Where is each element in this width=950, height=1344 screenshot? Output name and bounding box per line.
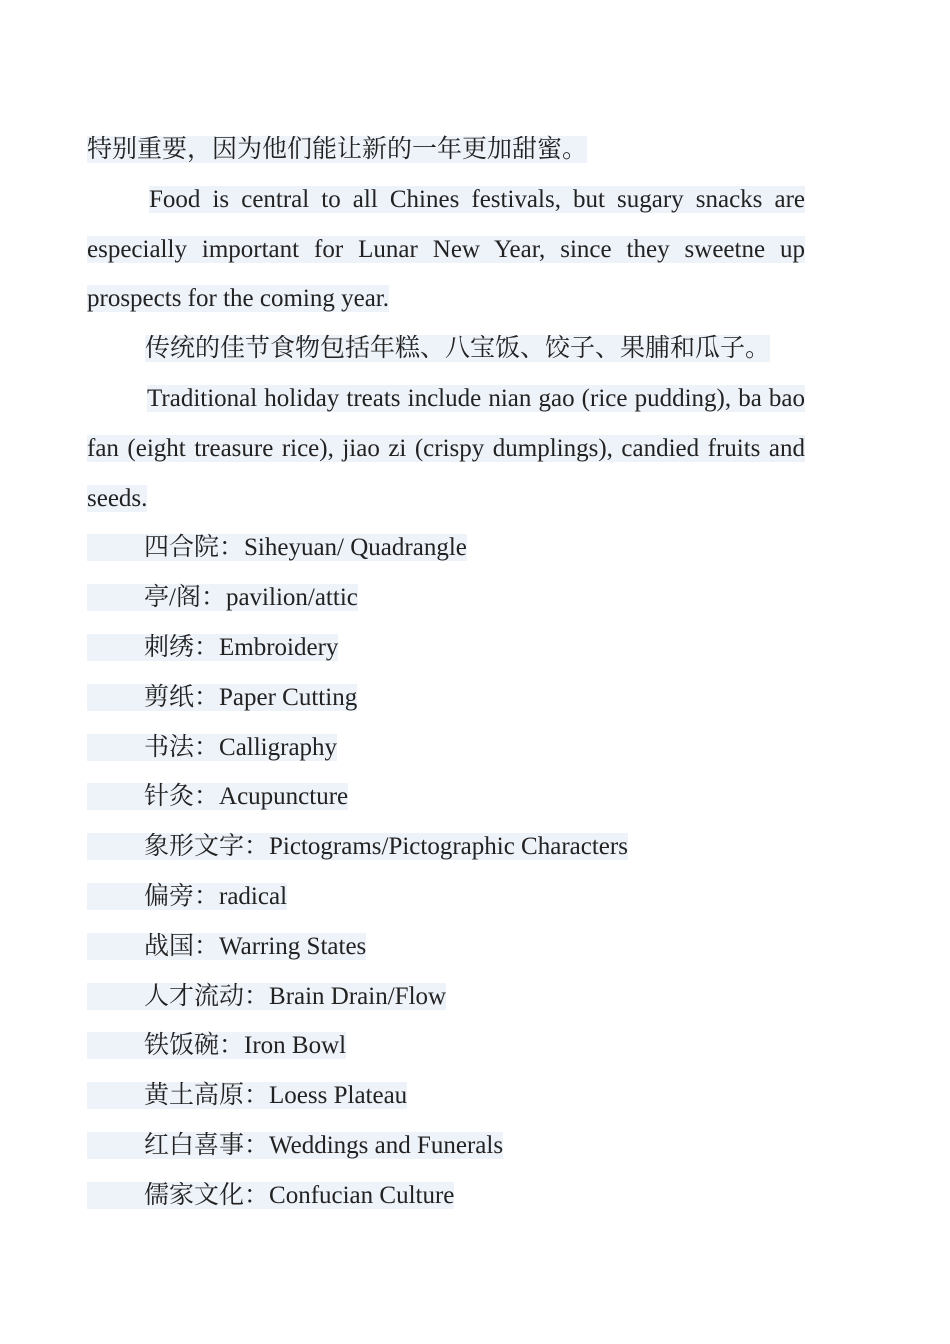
vocab-item	[87, 723, 805, 773]
vocab-item	[87, 573, 805, 623]
vocab-zh: 偏旁：	[144, 882, 220, 910]
vocab-en: Warring States	[219, 932, 367, 960]
vocab-zh: 针灸：	[144, 783, 220, 811]
vocab-en: Embroidery	[219, 633, 339, 661]
vocab-en: Calligraphy	[219, 733, 338, 761]
paragraph-text: 传统的佳节食物包括年糕、八宝饭、饺子、果脯和瓜子。	[145, 335, 771, 363]
vocab-zh: 战国：	[144, 932, 220, 960]
vocab-zh: 人才流动：	[144, 982, 270, 1010]
vocab-item	[87, 872, 805, 922]
vocab-en: Iron Bowl	[244, 1032, 347, 1060]
vocab-zh: 亭/阁：	[144, 584, 226, 612]
vocab-item	[87, 623, 805, 673]
paragraph-zh-continuation	[87, 125, 805, 175]
vocab-item	[87, 1021, 805, 1071]
vocab-en: Pictograms/Pictographic Characters	[269, 833, 628, 861]
vocab-en: radical	[219, 882, 288, 910]
vocab-zh: 剪纸：	[144, 683, 220, 711]
vocab-item	[87, 922, 805, 972]
vocab-zh: 铁饭碗：	[144, 1032, 245, 1060]
vocab-zh: 黄土高原：	[144, 1082, 270, 1110]
vocab-item	[87, 523, 805, 573]
vocab-en: Paper Cutting	[219, 683, 358, 711]
paragraph-zh-treats	[87, 324, 805, 374]
vocab-zh: 红白喜事：	[144, 1131, 270, 1159]
vocabulary-list	[87, 523, 805, 1220]
vocab-en: Brain Drain/Flow	[269, 982, 447, 1010]
vocab-en: Confucian Culture	[269, 1181, 455, 1209]
document-page	[87, 125, 805, 1221]
vocab-zh: 四合院：	[144, 534, 245, 562]
paragraph-text: Food is central to all Chines festivals, but sugary snacks are especially important for Lunar New Year, since they sweetne up prospects for the coming year.	[87, 185, 805, 313]
paragraph-en-food	[87, 175, 805, 324]
vocab-item	[87, 1171, 805, 1221]
paragraph-text: Traditional holiday treats include nian gao (rice pudding), ba bao fan (eight treasure rice), jiao zi (crispy dumplings), candied fruits and seeds.	[87, 384, 805, 512]
vocab-item	[87, 1071, 805, 1121]
vocab-en: Acupuncture	[219, 783, 349, 811]
vocab-en: pavilion/attic	[225, 584, 358, 612]
vocab-zh: 儒家文化：	[144, 1181, 270, 1209]
paragraph-text: 特别重要，因为他们能让新的一年更加甜蜜。	[87, 136, 588, 163]
vocab-zh: 书法：	[144, 733, 220, 761]
vocab-en: Weddings and Funerals	[269, 1131, 504, 1159]
vocab-item	[87, 673, 805, 723]
vocab-item	[87, 972, 805, 1022]
vocab-item	[87, 772, 805, 822]
vocab-item	[87, 822, 805, 872]
vocab-en: Siheyuan/ Quadrangle	[244, 534, 467, 562]
vocab-zh: 象形文字：	[144, 833, 270, 861]
vocab-zh: 刺绣：	[144, 633, 220, 661]
paragraph-en-treats	[87, 374, 805, 523]
vocab-item	[87, 1121, 805, 1171]
vocab-en: Loess Plateau	[269, 1082, 408, 1110]
